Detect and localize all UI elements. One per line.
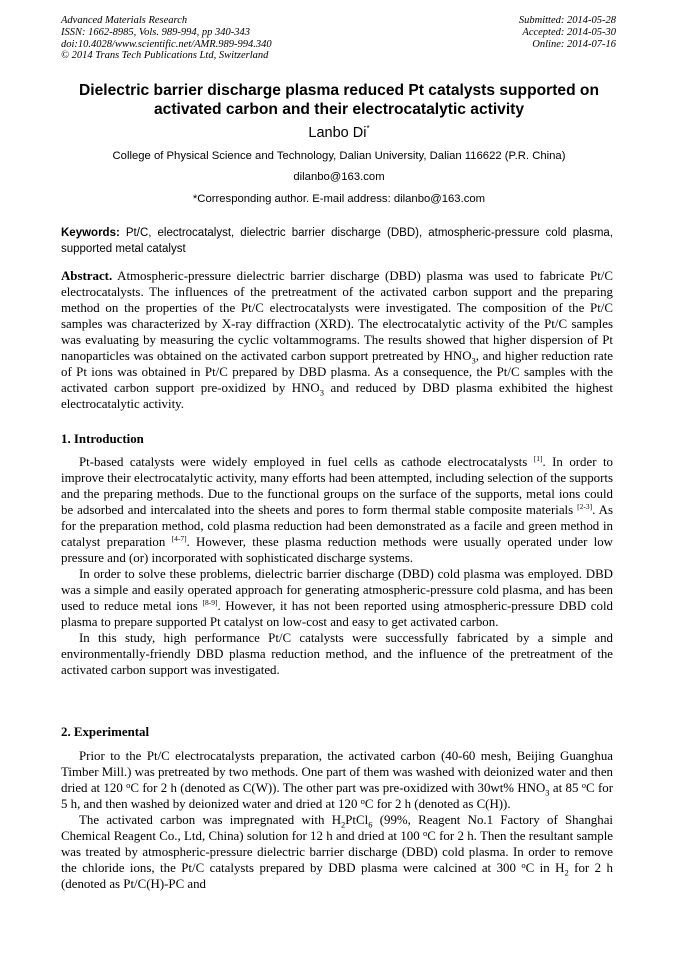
- paper-title: [40, 81, 638, 119]
- paragraph-text: (99%, Reagent No.1 Factory of Shanghai Chemical Reagent Co., Ltd, China) solution for 12 h and dried at 100: [61, 813, 613, 843]
- citation: [2-3]: [577, 502, 593, 511]
- accepted-date: Accepted: 2014-05-30: [522, 26, 616, 38]
- paragraph-text: C for 2 h. Then the resultant sample was treated by atmospheric-pressure dielectric barrier discharge (DBD) cold plasma. In order to remove the chloride ions, the Pt/C catalysts prepared by DBD plasma were calcined at 300: [61, 829, 614, 875]
- abstract-text: and reduced by DBD plasma exhibited the highest electrocatalytic activity.: [61, 381, 614, 411]
- degree-mark: o: [360, 796, 365, 806]
- title-line-1: Dielectric barrier discharge plasma reduced Pt catalysts supported on: [79, 82, 599, 99]
- subscript: 3: [545, 787, 550, 798]
- section-heading-introduction: 1. Introduction: [61, 432, 144, 446]
- experimental-body: [61, 748, 613, 892]
- introduction-body: [61, 454, 613, 678]
- paragraph: [61, 748, 613, 812]
- paragraph-text: C for 5 h, and then washed by deionized water and dried at 120: [61, 781, 613, 811]
- paragraph-text: C for 2 h (denoted as C(H)).: [364, 797, 511, 811]
- paragraph-text: In order to solve these problems, dielectric barrier discharge (DBD) cold plasma was employed. DBD was a simple and easily operated approach for generating atmospheric-pressure cold plasma, and has been used to reduce metal ions: [61, 567, 613, 613]
- paragraph-text: Prior to the Pt/C electrocatalysts preparation, the activated carbon (40-60 mesh, Beijing Guanghua Timber Mill.) was pretreated by two methods. One part of them was washed with deionized water and then dried at 120: [61, 749, 613, 795]
- citation: [8-9]: [202, 598, 218, 607]
- keywords: [61, 225, 613, 257]
- subscript: 3: [471, 355, 476, 366]
- subscript: 2: [341, 819, 346, 830]
- abstract-label: Abstract.: [61, 269, 113, 283]
- copyright-line: © 2014 Trans Tech Publications Ltd, Switzerland: [61, 50, 269, 62]
- subscript: 6: [368, 819, 373, 830]
- author-email: dilanbo@163.com: [293, 171, 385, 183]
- citation: [4-7]: [171, 534, 187, 543]
- paragraph: [61, 454, 613, 566]
- paragraph-text: C for 2 h (denoted as C(W)). The other part was pre-oxidized with 30wt% HNO: [130, 781, 546, 795]
- abstract-text: Atmospheric-pressure dielectric barrier discharge (DBD) plasma was used to fabricate Pt/C electrocatalysts. The influences of the pretreatment of the activated carbon support and the preparing method on the properties of the Pt/C electrocatalysts were investigated. The composition of the Pt/C samples was characterized by X-ray diffraction (XRD). The electrocatalytic activity of the Pt/C samples was evaluating by measuring the cyclic voltammograms. The results showed that higher dispersion of Pt nanoparticles was obtained on the activated carbon support pretreated by HNO: [61, 269, 613, 363]
- journal-name: Advanced Materials Research: [61, 15, 188, 26]
- paragraph-text: . However, these plasma reduction methods were usually operated under low pressure and (or) incorporated with sophisticated discharge systems.: [61, 535, 613, 565]
- paragraph-text: C in H: [525, 861, 565, 875]
- paragraph-text: The activated carbon was impregnated with H: [79, 813, 341, 827]
- author-line: [0, 124, 678, 141]
- paragraph-text: for 2 h (denoted as Pt/C(H)-PC and: [61, 861, 613, 891]
- degree-mark: o: [126, 780, 131, 790]
- paragraph: [61, 812, 613, 892]
- author-mark: *: [366, 124, 370, 133]
- paragraph: In this study, high performance Pt/C catalysts were successfully fabricated by a simple and environmentally-friendly DBD plasma reduction method, and the influence of the pretreatment of the activated carbon support was investigated.: [61, 631, 613, 677]
- degree-mark: o: [581, 780, 587, 790]
- keywords-label: Keywords:: [61, 227, 120, 239]
- submitted-date: Submitted: 2014-05-28: [518, 15, 616, 26]
- subscript: 3: [319, 387, 324, 398]
- doi-line: doi:10.4028/www.scientific.net/AMR.989-994.340: [61, 38, 272, 50]
- online-date: Online: 2014-07-16: [532, 38, 616, 50]
- title-line-2: activated carbon and their electrocatalytic activity: [153, 101, 525, 118]
- paragraph-text: . In order to improve their electrocatalytic activity, many efforts had been attempted, including selection of the supports and the preparing methods. Due to the functional groups on the surface of the supports, metal ions could be adsorbed and intercalated into the sheets and pores to form thermal stable composite materials: [61, 455, 613, 517]
- corresponding-note: *Corresponding author. E-mail address: dilanbo@163.com: [192, 193, 486, 205]
- citation: [1]: [533, 454, 543, 463]
- paragraph-text: . However, it has not been reported using atmospheric-pressure DBD cold plasma to prepare supported Pt catalyst on low-cost and easy to get activated carbon.: [61, 599, 613, 629]
- issn-line: ISSN: 1662-8985, Vols. 989-994, pp 340-343: [61, 26, 250, 38]
- journal-header-left: [61, 15, 272, 62]
- paragraph-text: at 85: [549, 781, 582, 795]
- paragraph-text: Pt-based catalysts were widely employed in fuel cells as cathode electrocatalysts: [79, 455, 534, 469]
- degree-mark: o: [422, 828, 428, 838]
- author-name: Lanbo Di: [308, 124, 367, 141]
- journal-header-right: [519, 15, 616, 50]
- abstract-text: , and higher reduction rate of Pt ions was obtained in Pt/C prepared by DBD plasma. As a consequence, the Pt/C samples with the activated carbon support pre-oxidized by HNO: [61, 349, 613, 395]
- keywords-text: Pt/C, electrocatalyst, dielectric barrier discharge (DBD), atmospheric-pressure cold plasma, supported metal catalyst: [61, 227, 613, 255]
- paragraph-text: . As for the preparation method, cold plasma reduction had been demonstrated as a facile and green method in catalyst preparation: [61, 503, 614, 549]
- affiliation: College of Physical Science and Technology, Dalian University, Dalian 116622 (P.R. China): [112, 150, 566, 162]
- paragraph: [61, 566, 613, 630]
- subscript: 2: [564, 867, 569, 878]
- paragraph-text: PtCl: [345, 813, 369, 827]
- section-heading-experimental: 2. Experimental: [61, 725, 150, 739]
- degree-mark: o: [521, 860, 526, 870]
- abstract: [61, 268, 613, 412]
